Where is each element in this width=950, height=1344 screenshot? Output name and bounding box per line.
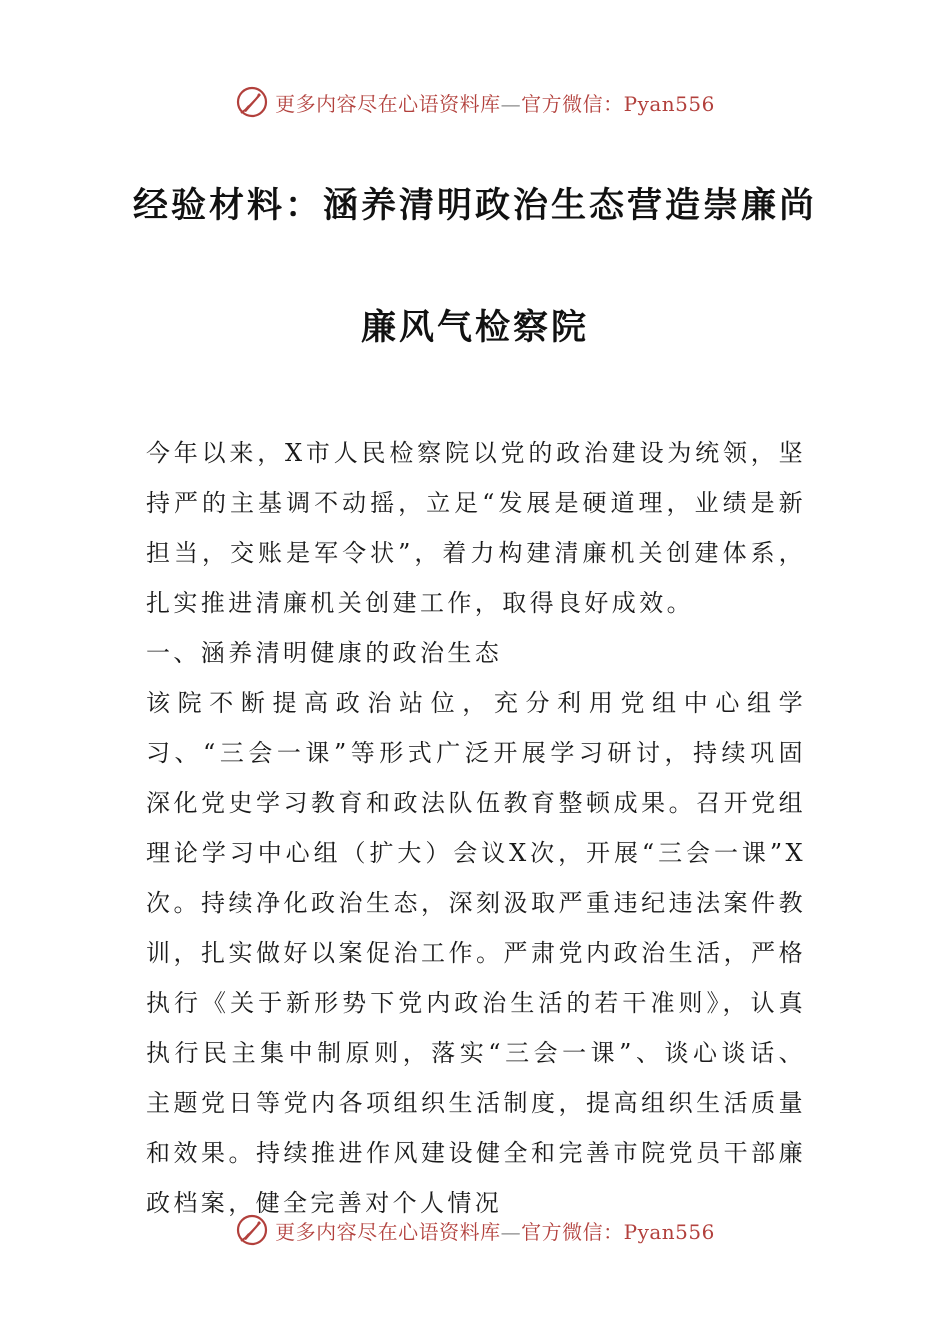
- section-heading-1: 一、涵养清明健康的政治生态: [146, 639, 503, 667]
- intro-paragraph: 今年以来，X市人民检察院以党的政治建设为统领，坚持严的主基调不动摇，立足“发展是硬道理，业绩是新担当，交账是军令状”，着力构建清廉机关创建体系，扎实推进清廉机关创建工作，取得良好成效。: [146, 439, 806, 617]
- watermark-text: 更多内容尽在心语资料库—官方微信：Pyan556: [275, 1219, 715, 1244]
- section-1-paragraph: 该院不断提高政治站位，充分利用党组中心组学习、“三会一课”等形式广泛开展学习研讨，持续巩固深化党史学习教育和政法队伍教育整顿成果。召开党组理论学习中心组（扩大）会议X次，开展“三会一课”X次。持续净化政治生态，深刻汲取严重违纪违法案件教训，扎实做好以案促治工作。严肃党内政治生活，严格执行《关于新形势下党内政治生活的若干准则》，认真执行民主集中制原则，落实“三会一课”、谈心谈话、主题党日等党内各项组织生活制度，提高组织生活质量和效果。持续推进作风建设健全和完善市院党员干部廉政档案，健全完善对个人情况: [146, 689, 806, 1217]
- header-watermark: [0, 82, 950, 122]
- document-title-line-2: 廉风气检察院: [360, 308, 589, 348]
- quill-pen-icon: [235, 1213, 269, 1247]
- quill-pen-icon: [235, 85, 269, 119]
- watermark-text: 更多内容尽在心语资料库—官方微信：Pyan556: [275, 91, 715, 116]
- footer-watermark: [0, 1210, 950, 1250]
- document-title-line-1: 经验材料：涵养清明政治生态营造崇廉尚: [132, 186, 817, 226]
- document-body: [146, 428, 806, 1228]
